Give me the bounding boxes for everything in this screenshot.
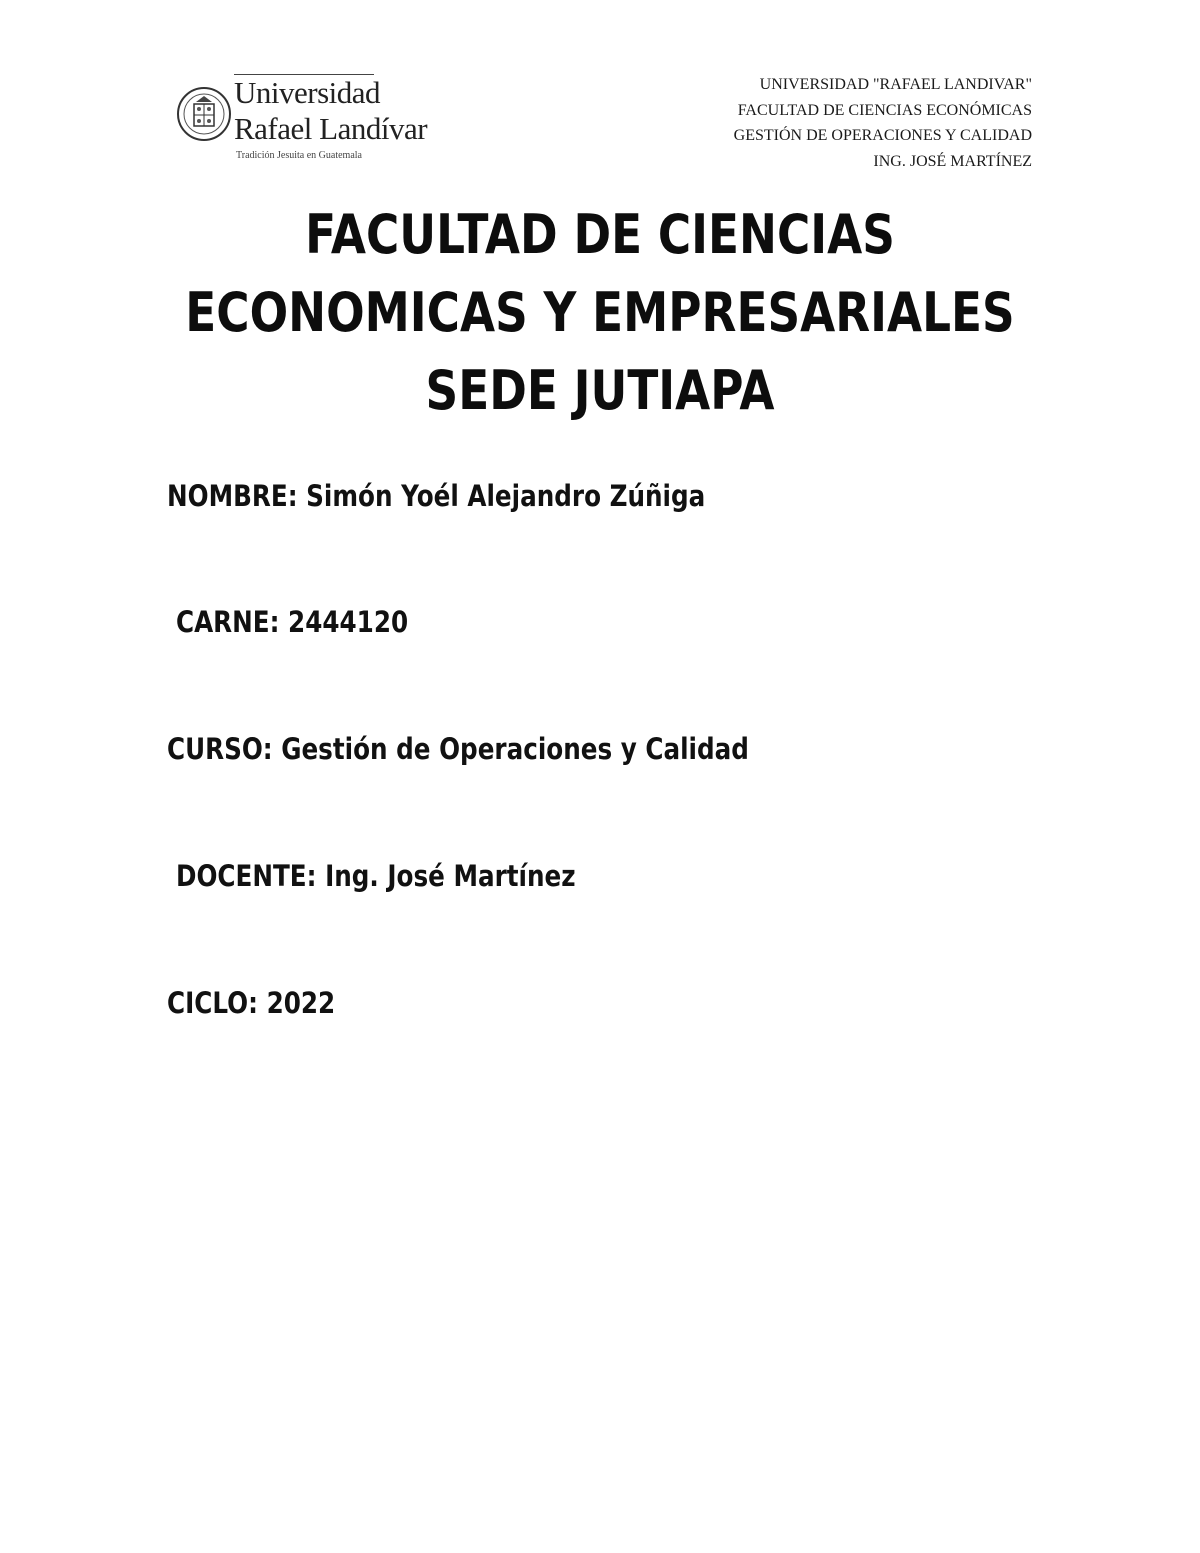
header-info [734,72,1032,174]
course-name: CURSO: Gestión de Operaciones y Calidad [167,732,749,766]
header-line-teacher: ING. JOSÉ MARTÍNEZ [873,152,1032,170]
header-line-course: GESTIÓN DE OPERACIONES Y CALIDAD [733,127,1032,144]
title-line-3: SEDE JUTIAPA [425,359,775,422]
page-title [96,196,1104,430]
student-name: NOMBRE: Simón Yoél Alejandro Zúñiga [167,479,706,513]
logo-tagline: Tradición Jesuita en Guatemala [236,150,362,161]
university-seal-icon [176,74,232,154]
logo-text-universidad: Universidad [234,75,381,110]
student-id: CARNE: 2444120 [176,605,409,639]
header-line-university: UNIVERSIDAD "RAFAEL LANDIVAR" [759,76,1032,93]
teacher-name: DOCENTE: Ing. José Martínez [176,859,576,893]
academic-cycle: CICLO: 2022 [167,986,336,1020]
logo-text-rafael-landivar: Rafael Landívar [234,111,428,146]
university-logo [176,74,436,164]
title-line-1: FACULTAD DE CIENCIAS [305,203,895,266]
header-line-faculty: FACULTAD DE CIENCIAS ECONÓMICAS [737,101,1032,119]
title-line-2: ECONOMICAS Y EMPRESARIALES [185,281,1015,344]
